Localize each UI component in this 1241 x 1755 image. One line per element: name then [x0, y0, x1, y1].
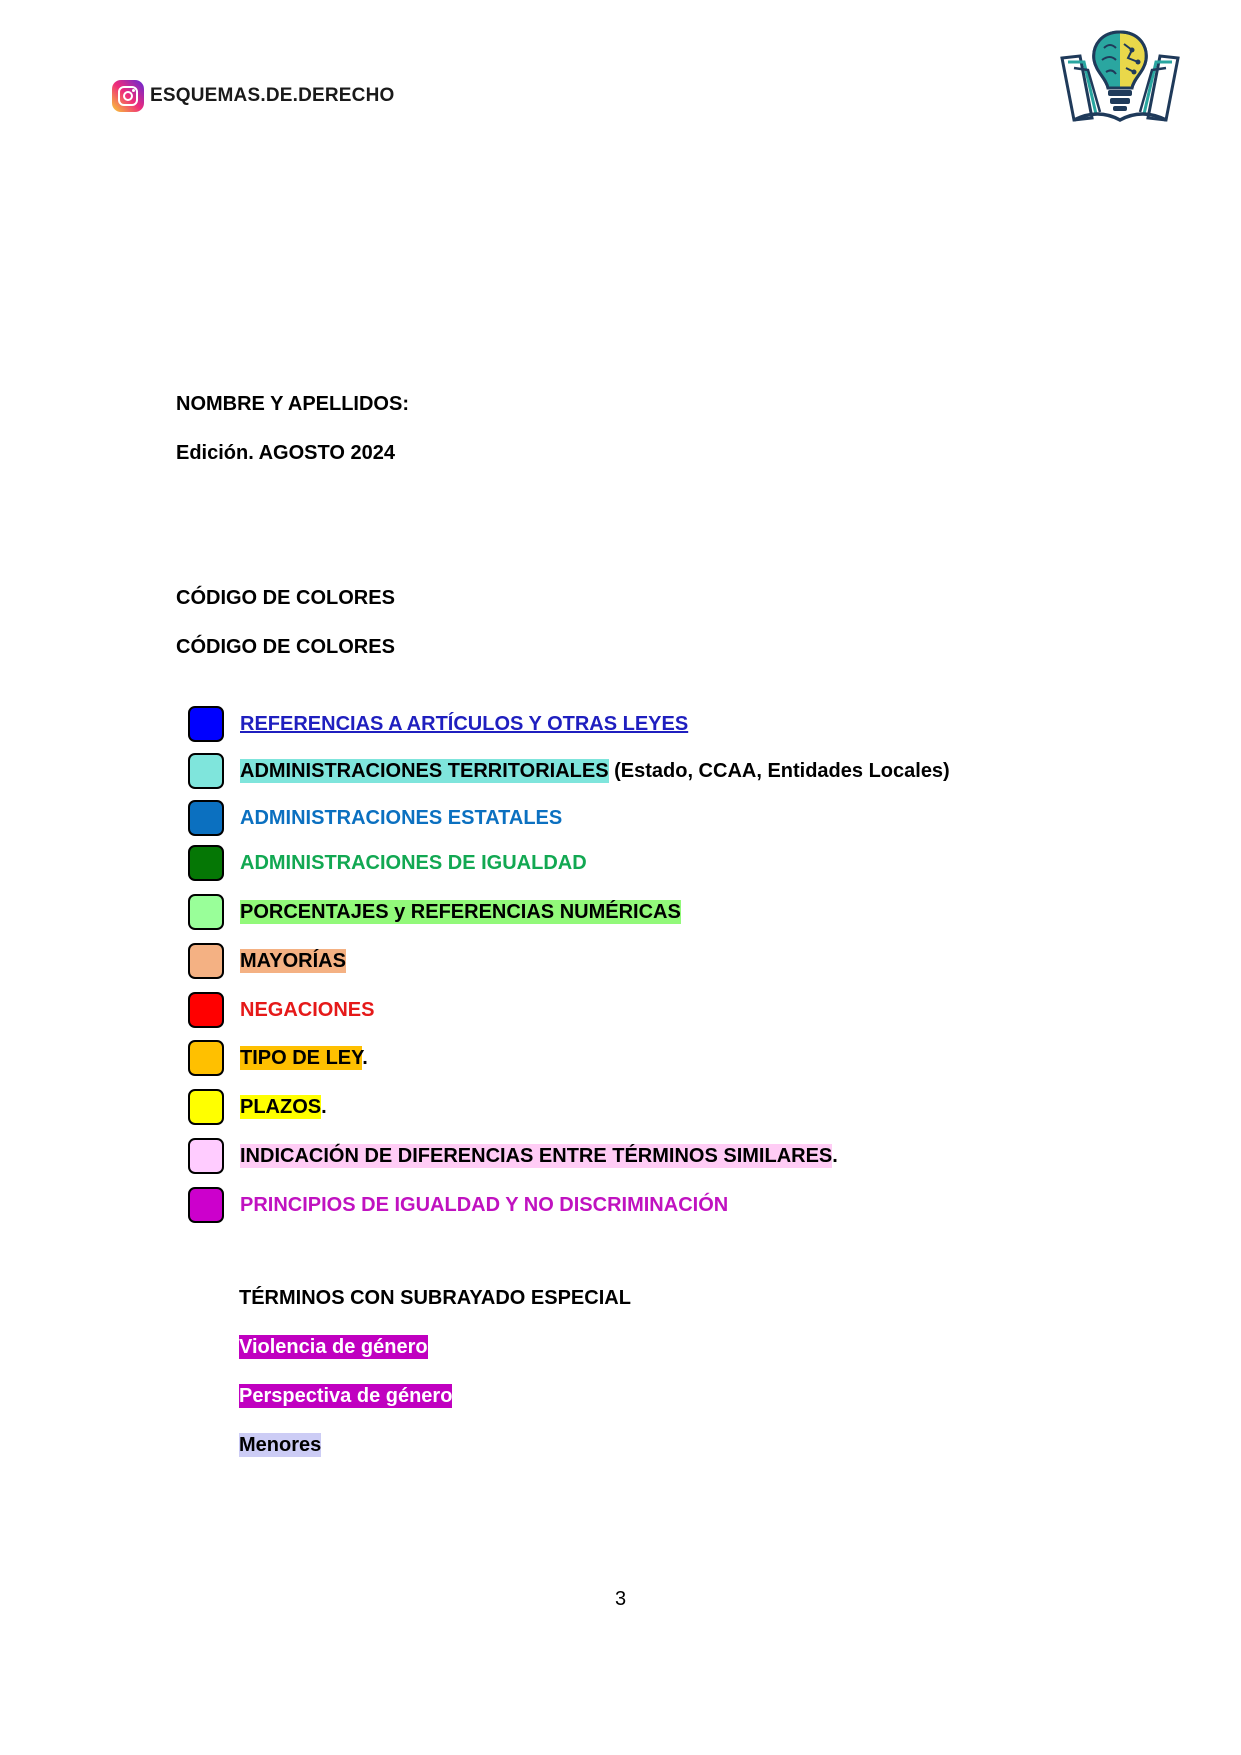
color-swatch	[188, 992, 224, 1028]
legend-text	[240, 1193, 728, 1217]
legend-label: PLAZOS	[240, 1096, 322, 1118]
special-term	[239, 1335, 428, 1359]
legend-label: INDICACIÓN DE DIFERENCIAS ENTRE TÉRMINOS SIMILARES	[240, 1145, 833, 1167]
legend-label: NEGACIONES	[240, 999, 375, 1021]
color-swatch	[188, 1187, 224, 1223]
special-term-label: Violencia de género	[239, 1336, 428, 1358]
legend-text	[240, 1046, 368, 1070]
color-swatch	[188, 943, 224, 979]
section-title-colors-repeat: CÓDIGO DE COLORES	[176, 636, 395, 658]
brand-header	[112, 80, 395, 112]
legend-label: MAYORÍAS	[240, 950, 346, 972]
legend-suffix: .	[832, 1145, 838, 1167]
legend-label: PORCENTAJES y REFERENCIAS NUMÉRICAS	[240, 901, 681, 923]
legend-text	[240, 949, 346, 973]
legend-suffix: .	[362, 1047, 368, 1069]
legend-text	[240, 1144, 838, 1168]
special-terms-title: TÉRMINOS CON SUBRAYADO ESPECIAL	[239, 1287, 631, 1309]
legend-text	[240, 900, 681, 924]
legend-text	[240, 998, 374, 1022]
legend-suffix: (Estado, CCAA, Entidades Locales)	[608, 760, 950, 782]
legend-label: ADMINISTRACIONES TERRITORIALES	[240, 760, 609, 782]
legend-text	[240, 1095, 327, 1119]
legend-label: ADMINISTRACIONES ESTATALES	[240, 807, 563, 829]
color-swatch	[188, 894, 224, 930]
legend-text	[240, 851, 587, 875]
color-swatch	[188, 845, 224, 881]
color-swatch	[188, 753, 224, 789]
edition-label: Edición. AGOSTO 2024	[176, 442, 395, 464]
legend-label: ADMINISTRACIONES DE IGUALDAD	[240, 852, 587, 874]
instagram-icon	[112, 80, 144, 112]
special-term	[239, 1433, 321, 1457]
color-swatch	[188, 1089, 224, 1125]
color-swatch	[188, 800, 224, 836]
legend-text	[240, 712, 688, 736]
special-term	[239, 1384, 452, 1408]
legend-label: TIPO DE LEY	[240, 1047, 363, 1069]
legend-suffix: .	[321, 1096, 327, 1118]
special-term-label: Perspectiva de género	[239, 1385, 453, 1407]
page-number: 3	[614, 1588, 627, 1610]
legend-label: PRINCIPIOS DE IGUALDAD Y NO DISCRIMINACIÓN	[240, 1194, 729, 1216]
legend-text	[240, 759, 950, 783]
color-swatch	[188, 1040, 224, 1076]
lightbulb-brain-book-logo	[1058, 28, 1182, 126]
color-swatch	[188, 706, 224, 742]
special-term-label: Menores	[239, 1434, 322, 1456]
color-swatch	[188, 1138, 224, 1174]
section-title-colors: CÓDIGO DE COLORES	[176, 587, 395, 609]
legend-text	[240, 806, 562, 830]
name-label: NOMBRE Y APELLIDOS:	[176, 393, 409, 415]
brand-name: ESQUEMAS.DE.DERECHO	[150, 85, 395, 106]
legend-label[interactable]: REFERENCIAS A ARTÍCULOS Y OTRAS LEYES	[240, 713, 689, 735]
